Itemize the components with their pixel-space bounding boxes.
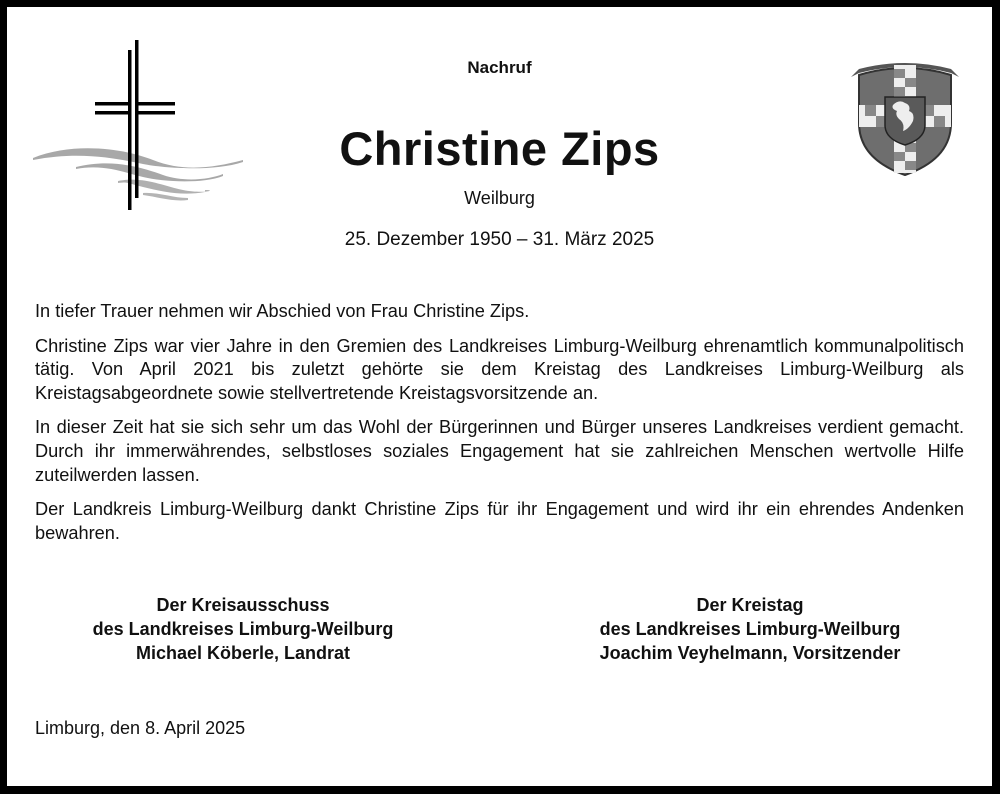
signature-line: Michael Köberle, Landrat <box>135 643 351 663</box>
signature-kreisausschuss <box>57 593 429 665</box>
signature-line: Joachim Veyhelmann, Vorsitzender <box>599 643 901 663</box>
body-paragraph: Christine Zips war vier Jahre in den Gremien des Landkreises Limburg-Weilburg ehrenamtlich kommunalpolitisch tätig. Von April 2021 bis zuletzt gehörte sie dem Kreistag des Landkreises Limburg-Weilburg als Kreistagsabgeordnete sowie stellvertretende Kreistagsvorsitzende an. <box>35 335 964 403</box>
signature-kreistag <box>567 593 933 665</box>
signature-line: Der Kreistag <box>696 595 804 615</box>
obituary-notice <box>7 7 992 786</box>
deceased-name: Christine Zips <box>339 122 660 175</box>
signature-line: Der Kreisausschuss <box>156 595 330 615</box>
life-dates: 25. Dezember 1950 – 31. März 2025 <box>344 229 655 250</box>
body-paragraph: In dieser Zeit hat sie sich sehr um das Wohl der Bürgerinnen und Bürger unseres Landkreises verdient gemacht. Durch ihr immerwährendes, selbstloses soziales Engagement hat sie zahlreichen Menschen wertvolle Hilfe zuteilwerden lassen. <box>35 417 964 485</box>
obituary-body <box>35 300 964 556</box>
signature-line: des Landkreises Limburg-Weilburg <box>599 619 901 639</box>
notice-kicker: Nachruf <box>467 58 532 77</box>
place-and-date: Limburg, den 8. April 2025 <box>35 718 246 738</box>
body-paragraph: In tiefer Trauer nehmen wir Abschied von Frau Christine Zips. <box>35 301 530 321</box>
body-paragraph: Der Landkreis Limburg-Weilburg dankt Christine Zips für ihr Engagement und wird ihr ein ehrendes Andenken bewahren. <box>35 499 964 543</box>
deceased-place: Weilburg <box>464 188 535 208</box>
signature-line: des Landkreises Limburg-Weilburg <box>92 619 394 639</box>
